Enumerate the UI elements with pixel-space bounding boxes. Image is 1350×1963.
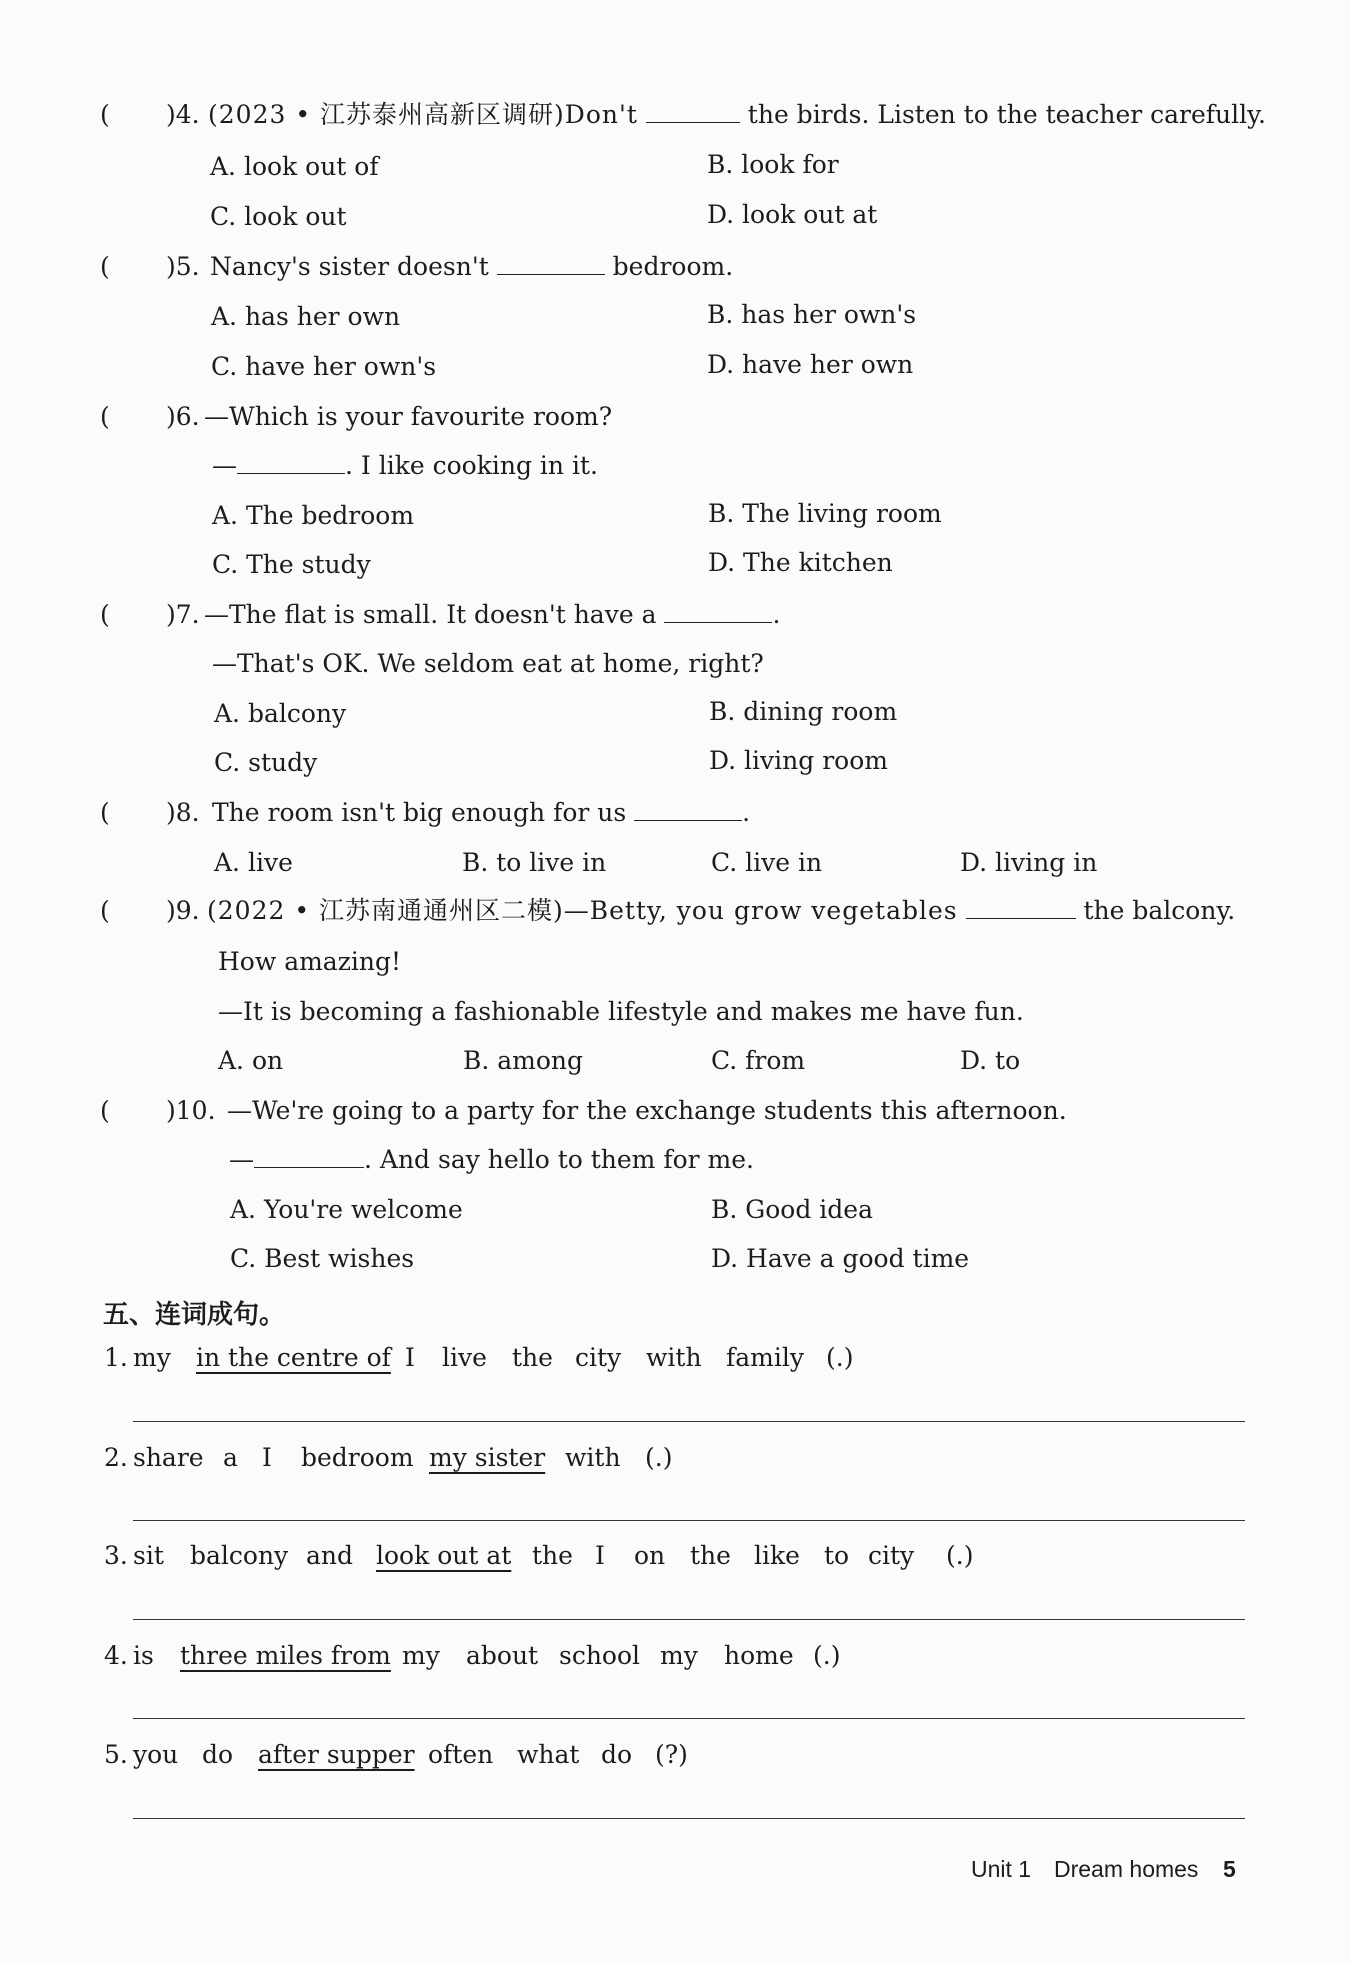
question-6-line-2: — . I like cooking in it. [212, 451, 598, 480]
answer-blank[interactable] [664, 598, 772, 623]
option-b: B. dining room [709, 697, 898, 726]
word: sit [133, 1541, 164, 1570]
word: I [262, 1443, 272, 1472]
end-punctuation: (.) [946, 1541, 974, 1570]
word: on [634, 1541, 666, 1570]
item-number: 3. [104, 1541, 128, 1570]
question-number: )4. [166, 100, 200, 129]
word: the [690, 1541, 731, 1570]
option-c: C. live in [711, 848, 823, 877]
word: what [517, 1740, 580, 1769]
option-d: D. have her own [707, 350, 914, 379]
word: live [442, 1343, 487, 1372]
option-a: A. balcony [214, 699, 347, 728]
footer-unit: Unit 1 [971, 1856, 1032, 1882]
word: balcony [190, 1541, 289, 1570]
option-c: C. from [711, 1046, 806, 1075]
question-7-line-2: —That's OK. We seldom eat at home, right? [212, 649, 764, 678]
option-b: B. among [463, 1046, 584, 1075]
page-number: 5 [1223, 1856, 1236, 1882]
word: with [565, 1443, 621, 1472]
item-number: 5. [104, 1740, 128, 1769]
question-number: )5. [166, 252, 200, 281]
word: a [223, 1443, 238, 1472]
word-phrase: three miles from [180, 1641, 391, 1670]
option-b: B. to live in [462, 848, 607, 877]
option-c: C. The study [212, 550, 371, 579]
answer-paren: ( [100, 600, 110, 629]
end-punctuation: (?) [655, 1740, 688, 1769]
option-b: B. look for [707, 150, 839, 179]
word: the [532, 1541, 573, 1570]
word: the [512, 1343, 553, 1372]
question-number: )8. [166, 798, 200, 827]
option-b: B. The living room [708, 499, 942, 528]
option-c: C. look out [210, 202, 347, 231]
option-b: B. Good idea [711, 1195, 873, 1224]
answer-blank[interactable] [966, 894, 1076, 919]
word: share [133, 1443, 204, 1472]
word: with [646, 1343, 702, 1372]
option-c: C. Best wishes [230, 1244, 415, 1273]
question-number: )7. [166, 600, 200, 629]
answer-paren: ( [100, 252, 110, 281]
answer-paren: ( [100, 1096, 110, 1125]
option-c: C. study [214, 748, 318, 777]
option-a: A. live [214, 848, 293, 877]
word: home [724, 1641, 794, 1670]
word: school [559, 1641, 641, 1670]
word: often [428, 1740, 494, 1769]
answer-blank[interactable] [254, 1143, 364, 1168]
option-d: D. look out at [707, 200, 878, 229]
word: family [726, 1343, 804, 1372]
item-number: 1. [104, 1343, 128, 1372]
option-a: A. The bedroom [212, 501, 415, 530]
option-a: A. look out of [210, 152, 379, 181]
item-number: 2. [104, 1443, 128, 1472]
question-10-line-2: — . And say hello to them for me. [229, 1145, 754, 1174]
word: my [402, 1641, 440, 1670]
option-a: A. has her own [211, 302, 401, 331]
word: I [405, 1343, 415, 1372]
answer-paren: ( [100, 402, 110, 431]
word: about [466, 1641, 539, 1670]
answer-blank[interactable] [237, 449, 345, 474]
answer-blank[interactable] [646, 98, 740, 123]
answer-line[interactable] [133, 1718, 1245, 1719]
option-a: A. You're welcome [230, 1195, 463, 1224]
word: is [133, 1641, 154, 1670]
word: my [660, 1641, 698, 1670]
question-9-line-3: —It is becoming a fashionable lifestyle and makes me have fun. [218, 997, 1024, 1026]
word: I [595, 1541, 605, 1570]
question-stem: (2022 • 江苏南通通州区二模)—Betty, you grow vegetables the balcony. [207, 896, 1236, 925]
option-d: D. living room [709, 746, 888, 775]
word: you [133, 1740, 179, 1769]
answer-paren: ( [100, 896, 110, 925]
option-d: D. Have a good time [711, 1244, 970, 1273]
word: my [133, 1343, 171, 1372]
word: and [306, 1541, 354, 1570]
question-stem: (2023 • 江苏泰州高新区调研)Don't the birds. Listen to the teacher carefully. [208, 100, 1266, 129]
answer-paren: ( [100, 798, 110, 827]
question-stem: —The flat is small. It doesn't have a . [204, 600, 781, 629]
end-punctuation: (.) [645, 1443, 673, 1472]
question-number: )10. [166, 1096, 216, 1125]
option-b: B. has her own's [707, 300, 917, 329]
question-stem: —Which is your favourite room? [204, 402, 613, 431]
end-punctuation: (.) [813, 1641, 841, 1670]
option-d: D. to [960, 1046, 1021, 1075]
word: like [754, 1541, 800, 1570]
word-phrase: after supper [258, 1740, 415, 1769]
answer-line[interactable] [133, 1619, 1245, 1620]
question-number: )9. [166, 896, 200, 925]
end-punctuation: (.) [826, 1343, 854, 1372]
word: do [601, 1740, 633, 1769]
question-stem: —We're going to a party for the exchange students this afternoon. [227, 1096, 1067, 1125]
option-c: C. have her own's [211, 352, 437, 381]
answer-blank[interactable] [497, 250, 605, 275]
option-d: D. living in [960, 848, 1098, 877]
item-number: 4. [104, 1641, 128, 1670]
option-a: A. on [218, 1046, 284, 1075]
word-phrase: look out at [376, 1541, 512, 1570]
word-phrase: my sister [429, 1443, 546, 1472]
word: bedroom [301, 1443, 414, 1472]
section-title: 五、连词成句。 [103, 1300, 286, 1330]
word-phrase: in the centre of [196, 1343, 391, 1372]
answer-line[interactable] [133, 1421, 1245, 1422]
question-9-line-2: How amazing! [218, 947, 402, 976]
option-d: D. The kitchen [708, 548, 893, 577]
answer-paren: ( [100, 100, 110, 129]
word: city [575, 1343, 622, 1372]
footer-title: Dream homes [1054, 1856, 1199, 1882]
word: do [202, 1740, 234, 1769]
answer-blank[interactable] [634, 796, 742, 821]
word: city [868, 1541, 915, 1570]
question-number: )6. [166, 402, 200, 431]
answer-line[interactable] [133, 1520, 1245, 1521]
question-stem: The room isn't big enough for us . [212, 798, 751, 827]
word: to [824, 1541, 850, 1570]
question-stem: Nancy's sister doesn't bedroom. [210, 252, 734, 281]
answer-line[interactable] [133, 1818, 1245, 1819]
